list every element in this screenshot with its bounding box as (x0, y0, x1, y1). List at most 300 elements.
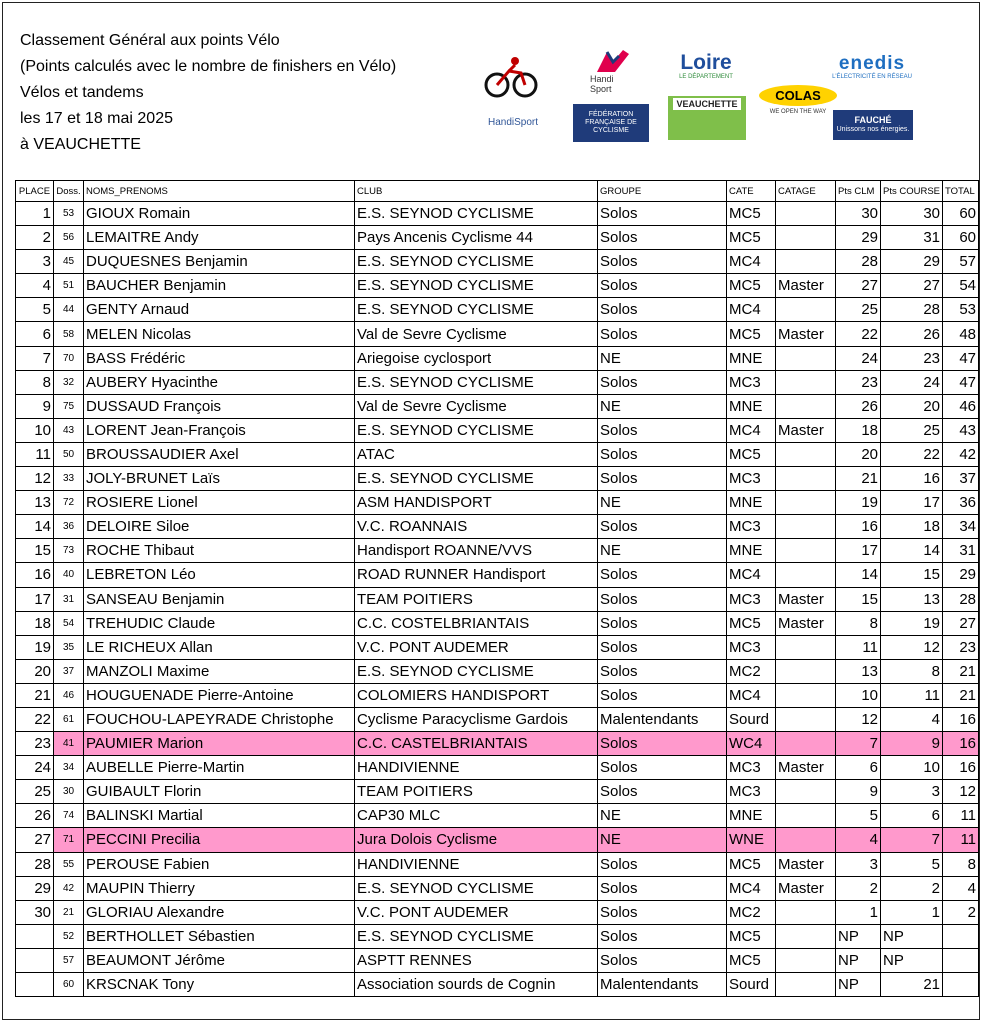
cell-pts-course: 17 (881, 491, 943, 515)
table-row (16, 780, 979, 804)
cell-total: 16 (943, 732, 979, 756)
cell-catage (776, 707, 836, 731)
cell-club: ASPTT RENNES (355, 948, 598, 972)
cell-groupe: Solos (598, 659, 727, 683)
cell-place: 15 (16, 539, 54, 563)
cell-place: 14 (16, 515, 54, 539)
cell-name: GENTY Arnaud (84, 298, 355, 322)
cell-club: E.S. SEYNOD CYCLISME (355, 876, 598, 900)
cell-pts-clm: 23 (836, 370, 881, 394)
cell-place: 27 (16, 828, 54, 852)
cell-doss: 55 (54, 852, 84, 876)
cell-doss: 53 (54, 202, 84, 226)
cell-catage (776, 732, 836, 756)
cell-club: V.C. PONT AUDEMER (355, 900, 598, 924)
table-row (16, 274, 979, 298)
cell-total: 47 (943, 370, 979, 394)
cell-groupe: Solos (598, 274, 727, 298)
cell-club: Cyclisme Paracyclisme Gardois (355, 707, 598, 731)
cell-place: 5 (16, 298, 54, 322)
cell-place: 24 (16, 756, 54, 780)
cell-groupe: Solos (598, 756, 727, 780)
cell-groupe: Solos (598, 876, 727, 900)
cell-place: 9 (16, 394, 54, 418)
cell-name: HOUGUENADE Pierre-Antoine (84, 683, 355, 707)
cell-total: 23 (943, 635, 979, 659)
cell-place: 7 (16, 346, 54, 370)
table-row (16, 298, 979, 322)
cell-place: 11 (16, 442, 54, 466)
cell-doss: 35 (54, 635, 84, 659)
cell-catage (776, 635, 836, 659)
cell-place: 3 (16, 250, 54, 274)
cell-catage (776, 973, 836, 997)
cell-club: TEAM POITIERS (355, 780, 598, 804)
cell-pts-course: 3 (881, 780, 943, 804)
cell-pts-course: 21 (881, 973, 943, 997)
cell-catage (776, 442, 836, 466)
table-row (16, 876, 979, 900)
cell-doss: 51 (54, 274, 84, 298)
cell-groupe: Solos (598, 635, 727, 659)
cell-place (16, 948, 54, 972)
table-row (16, 635, 979, 659)
cell-pts-clm: 14 (836, 563, 881, 587)
cell-pts-clm: 18 (836, 418, 881, 442)
cell-place (16, 973, 54, 997)
cell-groupe: Solos (598, 442, 727, 466)
table-row (16, 924, 979, 948)
cell-club: E.S. SEYNOD CYCLISME (355, 924, 598, 948)
cell-name: PAUMIER Marion (84, 732, 355, 756)
document-header (20, 28, 396, 158)
cell-doss: 42 (54, 876, 84, 900)
cell-name: AUBERY Hyacinthe (84, 370, 355, 394)
cell-name: ROCHE Thibaut (84, 539, 355, 563)
results-table (15, 180, 979, 997)
cell-place: 18 (16, 611, 54, 635)
cell-doss: 37 (54, 659, 84, 683)
cell-name: BERTHOLLET Sébastien (84, 924, 355, 948)
cell-cate: MC5 (727, 226, 776, 250)
cell-catage: Master (776, 852, 836, 876)
cell-cate: MC4 (727, 250, 776, 274)
cell-groupe: Solos (598, 924, 727, 948)
cell-groupe: Solos (598, 852, 727, 876)
cell-catage (776, 298, 836, 322)
colas-logo: COLAS WE OPEN THE WAY (752, 80, 844, 120)
cell-place: 28 (16, 852, 54, 876)
cell-total: 46 (943, 394, 979, 418)
cell-name: BEAUMONT Jérôme (84, 948, 355, 972)
cell-pts-clm: 19 (836, 491, 881, 515)
cell-doss: 21 (54, 900, 84, 924)
cell-total: 34 (943, 515, 979, 539)
table-row (16, 442, 979, 466)
cell-club: Pays Ancenis Cyclisme 44 (355, 226, 598, 250)
cell-total: 27 (943, 611, 979, 635)
cell-cate: WC4 (727, 732, 776, 756)
cell-pts-clm: 16 (836, 515, 881, 539)
cell-place: 13 (16, 491, 54, 515)
cell-catage (776, 924, 836, 948)
cell-pts-course: NP (881, 948, 943, 972)
cell-name: ROSIERE Lionel (84, 491, 355, 515)
cell-pts-course: 22 (881, 442, 943, 466)
cell-catage (776, 346, 836, 370)
cell-pts-course: 28 (881, 298, 943, 322)
header-groupe: GROUPE (598, 181, 727, 202)
cell-pts-clm: 29 (836, 226, 881, 250)
cell-total (943, 924, 979, 948)
cell-total: 29 (943, 563, 979, 587)
cell-name: BROUSSAUDIER Axel (84, 442, 355, 466)
cell-club: E.S. SEYNOD CYCLISME (355, 250, 598, 274)
cell-catage: Master (776, 611, 836, 635)
cell-name: GUIBAULT Florin (84, 780, 355, 804)
cell-pts-clm: 10 (836, 683, 881, 707)
cell-club: TEAM POITIERS (355, 587, 598, 611)
cell-pts-course: 19 (881, 611, 943, 635)
cell-pts-course: 23 (881, 346, 943, 370)
cell-pts-course: 29 (881, 250, 943, 274)
handisport-logo: Handi Sport (590, 46, 636, 96)
cell-club: CAP30 MLC (355, 804, 598, 828)
cell-club: Association sourds de Cognin (355, 973, 598, 997)
cell-total: 53 (943, 298, 979, 322)
cell-name: MANZOLI Maxime (84, 659, 355, 683)
cell-doss: 61 (54, 707, 84, 731)
cell-cate: MNE (727, 539, 776, 563)
table-row (16, 587, 979, 611)
cell-doss: 52 (54, 924, 84, 948)
header-category: Vélos et tandems (20, 84, 144, 101)
handisport-saint-etienne-logo: HandiSport (487, 116, 539, 128)
cell-club: E.S. SEYNOD CYCLISME (355, 418, 598, 442)
cell-cate: MNE (727, 346, 776, 370)
cell-pts-course: 2 (881, 876, 943, 900)
cell-place: 22 (16, 707, 54, 731)
cell-pts-course: 11 (881, 683, 943, 707)
cell-club: E.S. SEYNOD CYCLISME (355, 274, 598, 298)
cell-pts-course: 14 (881, 539, 943, 563)
cell-cate: MC4 (727, 683, 776, 707)
cell-catage (776, 539, 836, 563)
table-row (16, 467, 979, 491)
cell-total: 43 (943, 418, 979, 442)
cell-pts-clm: 26 (836, 394, 881, 418)
cell-total: 42 (943, 442, 979, 466)
cell-total: 36 (943, 491, 979, 515)
cell-doss: 33 (54, 467, 84, 491)
cell-club: Handisport ROANNE/VVS (355, 539, 598, 563)
table-row (16, 491, 979, 515)
cell-doss: 40 (54, 563, 84, 587)
cell-total: 57 (943, 250, 979, 274)
cell-catage (776, 804, 836, 828)
header-location: à VEAUCHETTE (20, 136, 141, 153)
cell-pts-clm: 27 (836, 274, 881, 298)
cell-pts-clm: 7 (836, 732, 881, 756)
cell-pts-clm: 11 (836, 635, 881, 659)
cell-cate: MC3 (727, 756, 776, 780)
cell-pts-course: 6 (881, 804, 943, 828)
cell-place (16, 924, 54, 948)
cell-pts-clm: NP (836, 924, 881, 948)
cell-pts-course: 1 (881, 900, 943, 924)
cell-club: V.C. PONT AUDEMER (355, 635, 598, 659)
cell-name: FOUCHOU-LAPEYRADE Christophe (84, 707, 355, 731)
cell-club: HANDIVIENNE (355, 756, 598, 780)
enedis-logo: enedis L'ÉLECTRICITÉ EN RÉSEAU (832, 53, 912, 80)
cell-pts-course: 31 (881, 226, 943, 250)
cell-catage (776, 370, 836, 394)
cell-doss: 54 (54, 611, 84, 635)
cell-total: 54 (943, 274, 979, 298)
cell-groupe: Solos (598, 732, 727, 756)
cell-name: LEBRETON Léo (84, 563, 355, 587)
cell-club: ATAC (355, 442, 598, 466)
table-row (16, 973, 979, 997)
cell-pts-clm: 9 (836, 780, 881, 804)
cell-cate: MC3 (727, 467, 776, 491)
cell-pts-course: 12 (881, 635, 943, 659)
cell-doss: 60 (54, 973, 84, 997)
cell-groupe: Solos (598, 948, 727, 972)
cell-pts-clm: 6 (836, 756, 881, 780)
cell-groupe: Malentendants (598, 973, 727, 997)
table-row (16, 394, 979, 418)
table-row (16, 852, 979, 876)
cell-name: LEMAITRE Andy (84, 226, 355, 250)
table-row (16, 539, 979, 563)
cell-pts-clm: 8 (836, 611, 881, 635)
cell-cate: MC3 (727, 587, 776, 611)
cell-name: BAUCHER Benjamin (84, 274, 355, 298)
cell-doss: 73 (54, 539, 84, 563)
ucf-logo (478, 50, 544, 106)
cell-pts-course: 13 (881, 587, 943, 611)
cell-pts-course: 25 (881, 418, 943, 442)
cell-total: 11 (943, 828, 979, 852)
cell-pts-clm: 13 (836, 659, 881, 683)
cell-total: 11 (943, 804, 979, 828)
cell-groupe: Malentendants (598, 707, 727, 731)
cell-cate: MC3 (727, 515, 776, 539)
cell-club: E.S. SEYNOD CYCLISME (355, 370, 598, 394)
cell-catage (776, 250, 836, 274)
cell-groupe: Solos (598, 418, 727, 442)
cell-cate: MNE (727, 394, 776, 418)
cell-catage: Master (776, 876, 836, 900)
cell-doss: 72 (54, 491, 84, 515)
table-row (16, 226, 979, 250)
cell-pts-course: NP (881, 924, 943, 948)
cell-pts-clm: 1 (836, 900, 881, 924)
cell-place: 20 (16, 659, 54, 683)
cell-catage (776, 948, 836, 972)
cell-pts-clm: 21 (836, 467, 881, 491)
cell-pts-clm: 30 (836, 202, 881, 226)
cell-club: Val de Sevre Cyclisme (355, 394, 598, 418)
cell-name: PEROUSE Fabien (84, 852, 355, 876)
cell-groupe: Solos (598, 900, 727, 924)
cell-place: 4 (16, 274, 54, 298)
header-total: TOTAL (943, 181, 979, 202)
cell-name: DUQUESNES Benjamin (84, 250, 355, 274)
cell-doss: 45 (54, 250, 84, 274)
ffc-logo: FÉDÉRATION FRANÇAISE DE CYCLISME (573, 104, 649, 142)
cell-doss: 46 (54, 683, 84, 707)
table-row (16, 250, 979, 274)
cell-club: E.S. SEYNOD CYCLISME (355, 467, 598, 491)
cell-groupe: Solos (598, 322, 727, 346)
cell-groupe: Solos (598, 226, 727, 250)
cell-cate: MC4 (727, 298, 776, 322)
cell-place: 12 (16, 467, 54, 491)
cell-name: JOLY-BRUNET Laïs (84, 467, 355, 491)
cell-club: E.S. SEYNOD CYCLISME (355, 202, 598, 226)
cell-place: 10 (16, 418, 54, 442)
cell-doss: 32 (54, 370, 84, 394)
cell-pts-course: 15 (881, 563, 943, 587)
cell-total: 8 (943, 852, 979, 876)
cell-total: 60 (943, 226, 979, 250)
cell-name: SANSEAU Benjamin (84, 587, 355, 611)
cell-groupe: Solos (598, 683, 727, 707)
cell-catage (776, 394, 836, 418)
cell-cate: MC5 (727, 274, 776, 298)
cell-pts-clm: 4 (836, 828, 881, 852)
header-place: PLACE (16, 181, 54, 202)
cell-cate: MC5 (727, 948, 776, 972)
cell-name: PECCINI Precilia (84, 828, 355, 852)
table-row (16, 418, 979, 442)
cell-total: 48 (943, 322, 979, 346)
cell-pts-course: 16 (881, 467, 943, 491)
cell-groupe: Solos (598, 370, 727, 394)
cell-catage: Master (776, 587, 836, 611)
cell-doss: 74 (54, 804, 84, 828)
header-cate: CATE (727, 181, 776, 202)
cell-pts-course: 20 (881, 394, 943, 418)
cell-pts-course: 27 (881, 274, 943, 298)
cell-cate: MC4 (727, 563, 776, 587)
cell-groupe: Solos (598, 298, 727, 322)
cell-groupe: Solos (598, 611, 727, 635)
cell-groupe: Solos (598, 515, 727, 539)
header-pts-course: Pts COURSE (881, 181, 943, 202)
cell-catage (776, 467, 836, 491)
cell-club: E.S. SEYNOD CYCLISME (355, 298, 598, 322)
cell-place: 17 (16, 587, 54, 611)
cell-catage (776, 515, 836, 539)
cell-name: LORENT Jean-François (84, 418, 355, 442)
cell-catage: Master (776, 418, 836, 442)
header-club: CLUB (355, 181, 598, 202)
table-row (16, 707, 979, 731)
cell-place: 19 (16, 635, 54, 659)
cell-cate: MC5 (727, 924, 776, 948)
cell-doss: 71 (54, 828, 84, 852)
cell-doss: 56 (54, 226, 84, 250)
cell-groupe: Solos (598, 780, 727, 804)
cell-cate: MC2 (727, 659, 776, 683)
table-row (16, 202, 979, 226)
cell-name: MELEN Nicolas (84, 322, 355, 346)
cell-name: BALINSKI Martial (84, 804, 355, 828)
cell-catage (776, 828, 836, 852)
cell-total (943, 948, 979, 972)
cell-name: DELOIRE Siloe (84, 515, 355, 539)
cell-cate: MNE (727, 491, 776, 515)
cell-doss: 30 (54, 780, 84, 804)
cell-name: MAUPIN Thierry (84, 876, 355, 900)
header-title: Classement Général aux points Vélo (20, 32, 280, 49)
cell-pts-course: 9 (881, 732, 943, 756)
header-doss: Doss. (54, 181, 84, 202)
cell-cate: MNE (727, 804, 776, 828)
cell-name: AUBELLE Pierre-Martin (84, 756, 355, 780)
table-row (16, 563, 979, 587)
cell-club: Jura Dolois Cyclisme (355, 828, 598, 852)
cell-catage (776, 683, 836, 707)
cell-total: 37 (943, 467, 979, 491)
veauchette-logo: VEAUCHETTE (668, 96, 746, 140)
cell-name: DUSSAUD François (84, 394, 355, 418)
cell-doss: 57 (54, 948, 84, 972)
cell-club: ROAD RUNNER Handisport (355, 563, 598, 587)
table-row (16, 659, 979, 683)
cell-pts-clm: 2 (836, 876, 881, 900)
cell-club: V.C. ROANNAIS (355, 515, 598, 539)
table-row (16, 900, 979, 924)
cell-pts-clm: NP (836, 973, 881, 997)
table-row (16, 828, 979, 852)
cell-cate: MC5 (727, 202, 776, 226)
cyclist-icon (481, 51, 541, 105)
cell-club: C.C. CASTELBRIANTAIS (355, 732, 598, 756)
results-body (16, 202, 979, 997)
cell-club: ASM HANDISPORT (355, 491, 598, 515)
cell-catage (776, 900, 836, 924)
cell-place: 1 (16, 202, 54, 226)
cell-club: Ariegoise cyclosport (355, 346, 598, 370)
table-row (16, 322, 979, 346)
cell-doss: 50 (54, 442, 84, 466)
cell-doss: 75 (54, 394, 84, 418)
table-row (16, 515, 979, 539)
cell-doss: 36 (54, 515, 84, 539)
cell-pts-course: 30 (881, 202, 943, 226)
cell-groupe: NE (598, 491, 727, 515)
cell-catage (776, 659, 836, 683)
cell-total: 12 (943, 780, 979, 804)
cell-total: 60 (943, 202, 979, 226)
cell-doss: 31 (54, 587, 84, 611)
cell-club: Val de Sevre Cyclisme (355, 322, 598, 346)
cell-place: 8 (16, 370, 54, 394)
cell-pts-clm: 20 (836, 442, 881, 466)
cell-pts-course: 10 (881, 756, 943, 780)
table-row (16, 683, 979, 707)
header-name: NOMS_PRENOMS (84, 181, 355, 202)
cell-total: 16 (943, 756, 979, 780)
cell-name: GIOUX Romain (84, 202, 355, 226)
cell-pts-clm: 3 (836, 852, 881, 876)
cell-total: 31 (943, 539, 979, 563)
cell-name: BASS Frédéric (84, 346, 355, 370)
